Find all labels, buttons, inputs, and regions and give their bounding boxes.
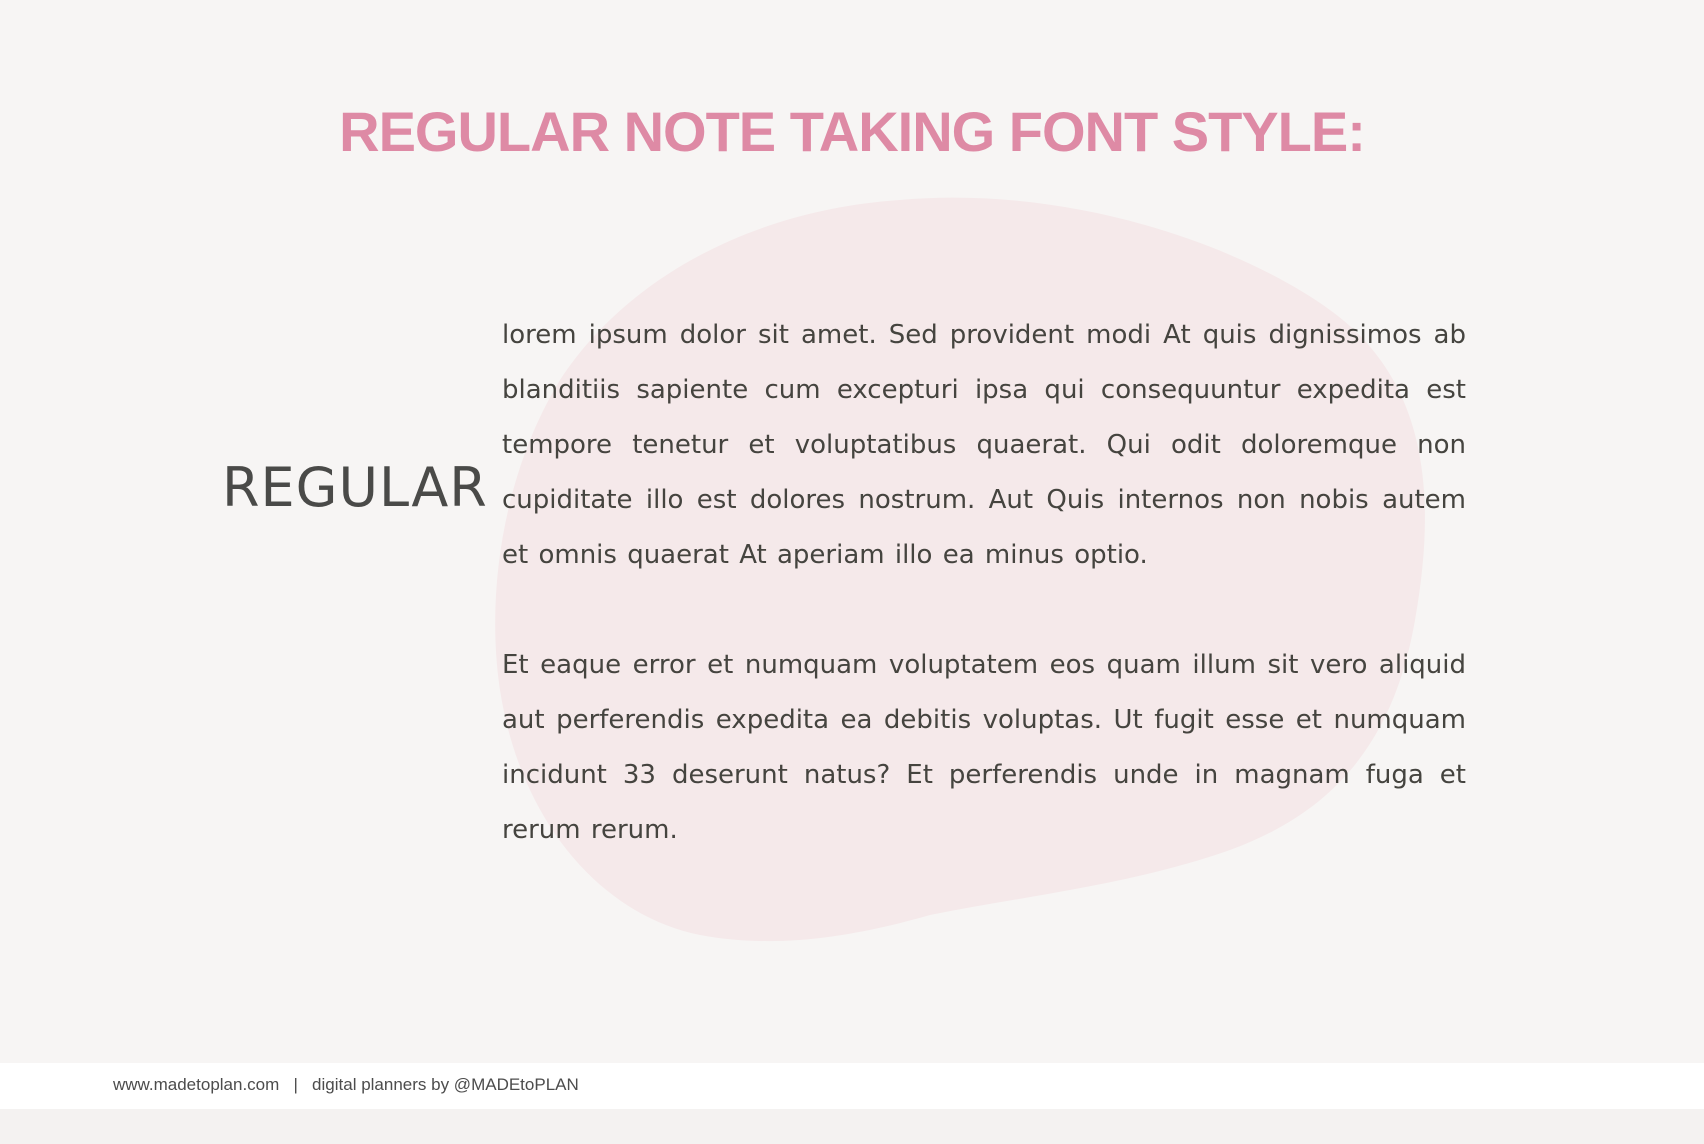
page-title: REGULAR NOTE TAKING FONT STYLE: <box>339 100 1365 163</box>
sample-text-block <box>502 308 1466 858</box>
footer-bottom-strip <box>0 1109 1704 1144</box>
sample-paragraph-2: Et eaque error et numquam voluptatem eos quam illum sit vero aliquid aut perferendis expedita ea debitis voluptas. Ut fugit esse et numquam incidunt 33 deserunt natus? Et perferendis unde in magnam fuga et rerum rerum. <box>502 650 1466 845</box>
font-style-label: REGULAR <box>222 456 488 519</box>
sample-paragraph-1: lorem ipsum dolor sit amet. Sed provident modi At quis dignissimos ab blanditiis sapiente cum excepturi ipsa qui consequuntur expedita est tempore tenetur et voluptatibus quaerat. Qui odit doloremque non cupiditate illo est dolores nostrum. Aut Quis internos non nobis autem et omnis quaerat At aperiam illo ea minus optio. <box>502 320 1466 570</box>
footer-credit: www.madetoplan.com | digital planners by @MADEtoPLAN <box>113 1075 579 1094</box>
